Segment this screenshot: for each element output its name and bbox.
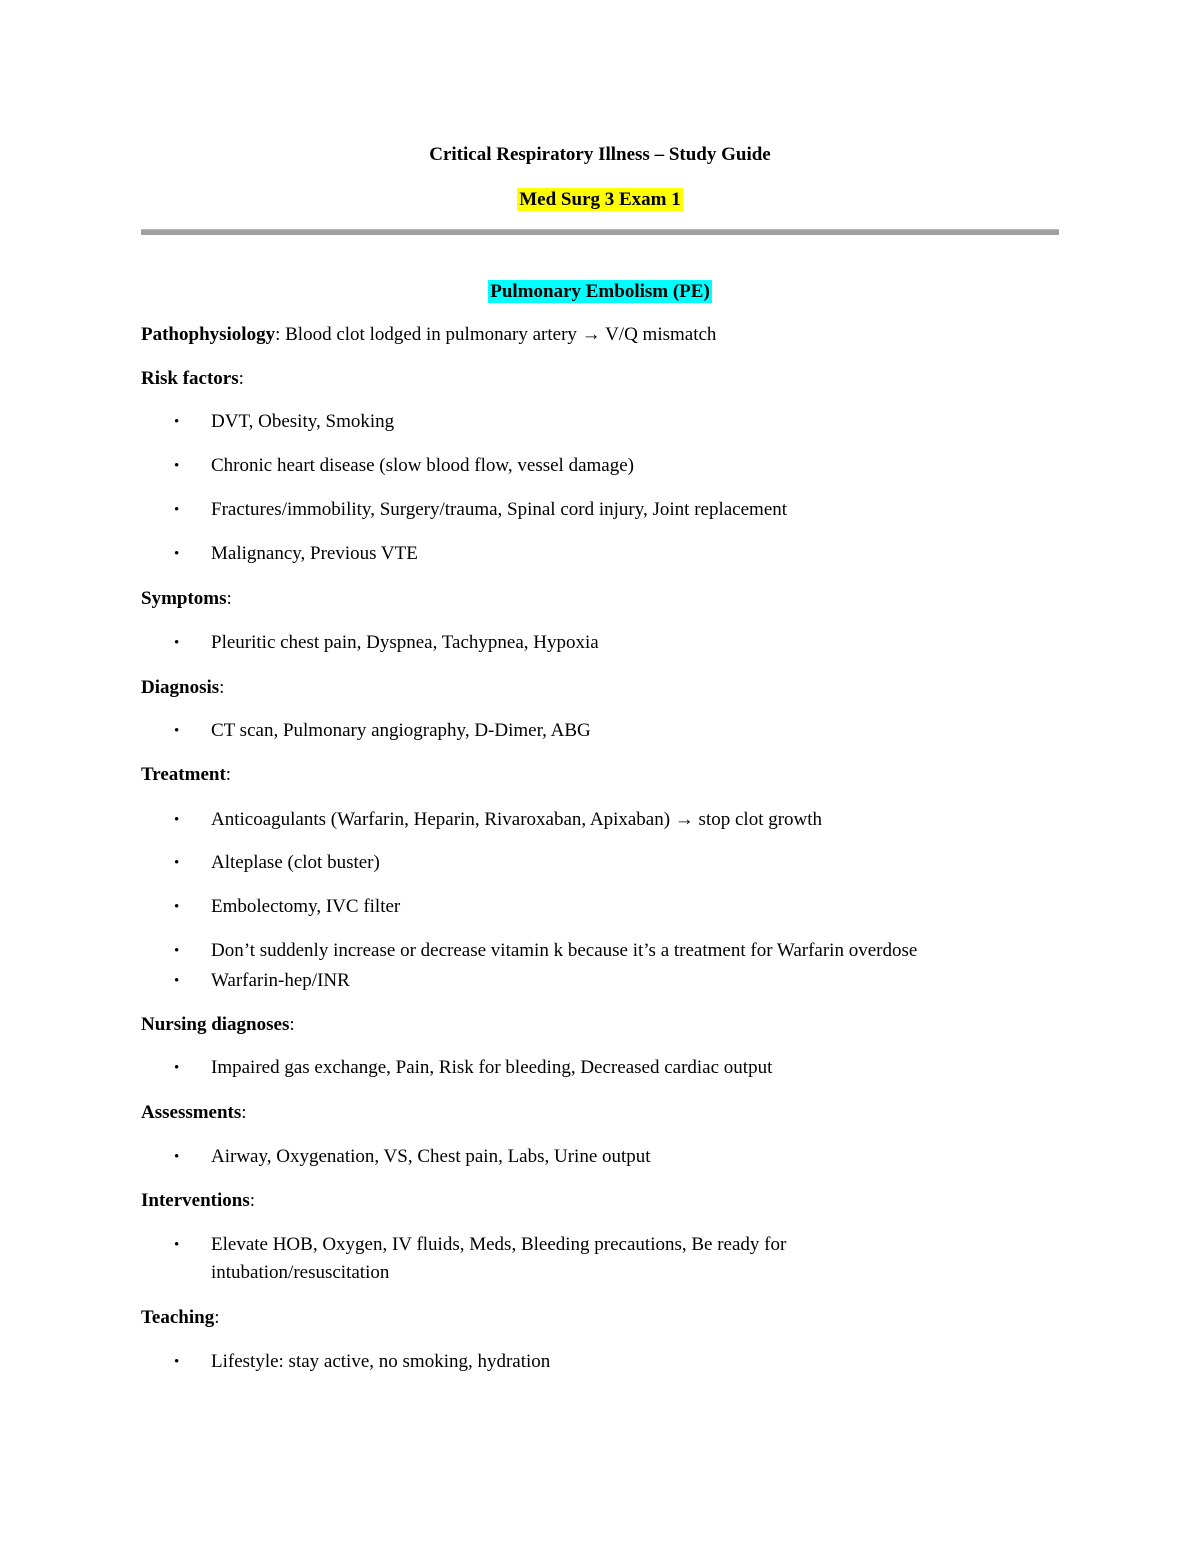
bullet-marker: • [174, 458, 180, 474]
list-item: Embolectomy, IVC filter [211, 896, 401, 917]
document-title-text: Critical Respiratory Illness – Study Guide [429, 144, 771, 165]
list-item: Malignancy, Previous VTE [211, 543, 418, 564]
nursing-diagnoses-colon: : [289, 1014, 295, 1035]
list-item: Impaired gas exchange, Pain, Risk for bleeding, Decreased cardiac output [211, 1057, 773, 1078]
assessments-colon: : [241, 1102, 247, 1123]
bullet-marker: • [174, 1354, 180, 1370]
treatment-label: Treatment [141, 764, 226, 785]
bullet-marker: • [174, 414, 180, 430]
bullet-marker: • [174, 1237, 180, 1253]
document-title [0, 142, 1200, 168]
list-item: Chronic heart disease (slow blood flow, vessel damage) [211, 455, 634, 476]
pathophysiology-line [141, 322, 716, 348]
list-item: Anticoagulants (Warfarin, Heparin, Rivaroxaban, Apixaban) → stop clot growth [211, 809, 823, 830]
list-item: Warfarin-hep/INR [211, 970, 350, 991]
bullet-marker: • [174, 1149, 180, 1165]
treatment-colon: : [225, 764, 232, 785]
pathophysiology-text: : Blood clot lodged in pulmonary artery → V/Q mismatch [275, 324, 717, 345]
nursing-diagnoses-heading [141, 1012, 295, 1038]
section-title [0, 279, 1200, 305]
teaching-label: Teaching [141, 1307, 215, 1328]
diagnosis-label: Diagnosis [141, 677, 220, 698]
list-item: Pleuritic chest pain, Dyspnea, Tachypnea, Hypoxia [211, 632, 599, 653]
list-item: Airway, Oxygenation, VS, Chest pain, Labs, Urine output [211, 1146, 651, 1167]
horizontal-rule [141, 229, 1059, 235]
risk-factors-label: Risk factors [141, 368, 239, 389]
list-item: DVT, Obesity, Smoking [211, 411, 395, 432]
list-item: Fractures/immobility, Surgery/trauma, Spinal cord injury, Joint replacement [211, 499, 788, 520]
assessments-heading [141, 1100, 247, 1126]
symptoms-label: Symptoms [141, 588, 227, 609]
bullet-marker: • [174, 635, 180, 651]
bullet-marker: • [174, 1060, 180, 1076]
nursing-diagnoses-label: Nursing diagnoses [141, 1014, 290, 1035]
list-item: Lifestyle: stay active, no smoking, hydration [211, 1351, 551, 1372]
section-title-text: Pulmonary Embolism (PE) [490, 281, 710, 302]
bullet-marker: • [174, 855, 180, 871]
risk-factors-colon: : [238, 368, 244, 389]
symptoms-heading [141, 586, 232, 612]
interventions-colon: : [249, 1190, 256, 1211]
bullet-marker: • [174, 502, 180, 518]
teaching-colon: : [214, 1307, 220, 1328]
bullet-marker: • [174, 973, 180, 989]
treatment-heading [141, 762, 231, 788]
bullet-marker: • [174, 943, 180, 959]
document-subtitle-text: Med Surg 3 Exam 1 [519, 189, 681, 210]
teaching-heading [141, 1305, 220, 1331]
risk-factors-heading [141, 366, 244, 392]
list-item: Alteplase (clot buster) [211, 852, 380, 873]
list-item: Elevate HOB, Oxygen, IV fluids, Meds, Bleeding precautions, Be ready for [211, 1234, 787, 1255]
bullet-marker: • [174, 812, 180, 828]
bullet-marker: • [174, 723, 180, 739]
assessments-label: Assessments [141, 1102, 242, 1123]
document-subtitle [0, 187, 1200, 213]
interventions-heading [141, 1188, 255, 1214]
bullet-marker: • [174, 546, 180, 562]
list-item: Don’t suddenly increase or decrease vitamin k because it’s a treatment for Warfarin overdose [211, 940, 918, 961]
pathophysiology-label: Pathophysiology [141, 324, 276, 345]
bullet-marker: • [174, 899, 180, 915]
list-item: CT scan, Pulmonary angiography, D-Dimer, ABG [211, 720, 591, 741]
list-item-continuation: intubation/resuscitation [211, 1262, 390, 1283]
diagnosis-colon: : [219, 677, 225, 698]
interventions-label: Interventions [141, 1190, 250, 1211]
diagnosis-heading [141, 675, 224, 701]
symptoms-colon: : [226, 588, 232, 609]
